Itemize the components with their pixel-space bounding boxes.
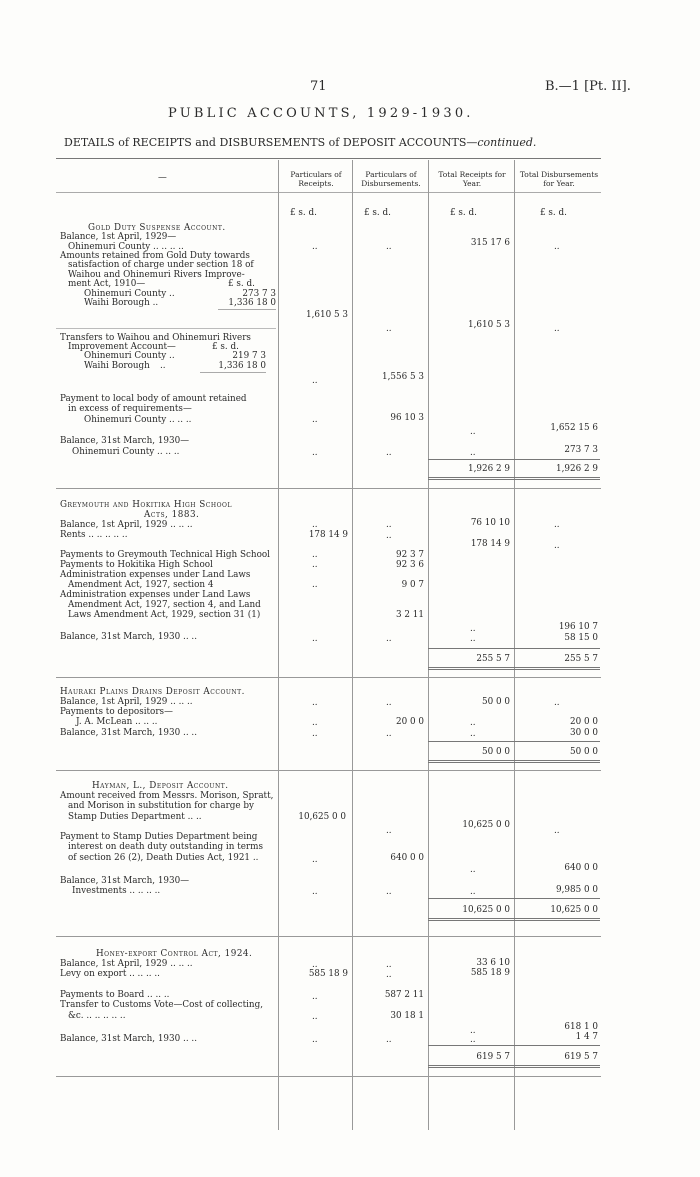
row-label: Laws Amendment Act, 1929, section 31 (1) <box>68 610 261 620</box>
dots: .. <box>470 729 476 739</box>
total-rule <box>428 648 600 649</box>
row-label: Administration expenses under Land Laws <box>60 570 251 580</box>
row-label: Waihi Borough .. <box>84 298 159 308</box>
page-title: PUBLIC ACCOUNTS, 1929-1930. <box>168 106 474 121</box>
section-separator <box>56 1076 601 1077</box>
section-heading: Hauraki Plains Drains Deposit Account. <box>60 687 245 697</box>
row-label: Amendment Act, 1927, section 4, and Land <box>68 600 261 610</box>
section-separator <box>56 677 601 678</box>
row-label: Stamp Duties Department .. .. <box>68 812 202 822</box>
dots: .. <box>470 427 476 437</box>
row-label: Amounts retained from Gold Duty towards <box>60 251 250 261</box>
row-label: Ohinemuri County .. .. .. <box>84 415 192 425</box>
dots: .. <box>312 634 318 644</box>
amount: 315 17 6 <box>470 238 510 248</box>
row-label: Balance, 31st March, 1930— <box>60 436 190 446</box>
row-label: Investments .. .. .. .. <box>72 886 161 896</box>
row-label: J. A. McLean .. .. .. <box>76 717 158 727</box>
currency-label: £ s. d. <box>450 208 477 218</box>
row-label: Ohinemuri County .. <box>84 289 175 299</box>
page-number: 71 <box>310 79 327 94</box>
section-separator <box>56 488 601 489</box>
total-disbursements: 255 5 7 <box>564 654 598 664</box>
amount: 587 2 11 <box>384 990 424 1000</box>
currency-label: £ s. d. <box>540 208 567 218</box>
amount: 1,610 5 3 <box>306 310 348 320</box>
column-header-total-receipts: Total Receipts for Year. <box>438 170 506 188</box>
table-header-rule <box>56 192 601 193</box>
dots: .. <box>386 520 392 530</box>
row-label: Ohinemuri County .. .. .. <box>72 447 180 457</box>
amount: 273 7 3 <box>564 445 598 455</box>
total-receipts: 619 5 7 <box>476 1052 510 1062</box>
row-label: Payments to depositors— <box>60 707 173 717</box>
row-label: interest on death duty outstanding in terms <box>68 842 263 852</box>
dots: .. <box>554 242 560 252</box>
dots: .. <box>470 448 476 458</box>
total-rule <box>428 1065 600 1068</box>
dots: .. <box>312 718 318 728</box>
row-label: of section 26 (2), Death Duties Act, 1921 .. <box>68 853 259 863</box>
dots: .. <box>312 887 318 897</box>
row-label: Payments to Greymouth Technical High School <box>60 550 270 560</box>
currency-label: £ s. d. <box>228 279 255 289</box>
separator <box>56 328 276 329</box>
amount: 3 2 11 <box>396 610 424 620</box>
amount: 1,610 5 3 <box>468 320 510 330</box>
row-label: Payment to local body of amount retained <box>60 394 247 404</box>
total-disbursements: 619 5 7 <box>564 1052 598 1062</box>
row-label: Balance, 31st March, 1930— <box>60 876 190 886</box>
row-label: Payments to Board .. .. .. <box>60 990 170 1000</box>
row-label: Rents .. .. .. .. .. <box>60 530 128 540</box>
dots: .. <box>470 1026 476 1036</box>
dots: .. <box>386 448 392 458</box>
dots: .. <box>470 1035 476 1045</box>
row-label: Amendment Act, 1927, section 4 <box>68 580 214 590</box>
dots: .. <box>386 729 392 739</box>
dots: .. <box>554 520 560 530</box>
dots: .. <box>160 361 166 371</box>
document-reference: B.—1 [Pt. II]. <box>545 79 631 94</box>
column-header-description: — <box>158 173 167 183</box>
row-label: Waihou and Ohinemuri Rivers Improve- <box>68 270 245 280</box>
dots: .. <box>470 865 476 875</box>
amount: 9,985 0 0 <box>556 885 598 895</box>
total-disbursements: 50 0 0 <box>570 747 598 757</box>
subtotal-rule <box>200 372 266 373</box>
row-label: ment Act, 1910— <box>68 279 146 289</box>
dots: .. <box>470 718 476 728</box>
amount: 1,556 5 3 <box>382 372 424 382</box>
dots: .. <box>470 887 476 897</box>
amount: 585 18 9 <box>308 969 348 979</box>
row-label: Transfers to Waihou and Ohinemuri Rivers <box>60 333 251 343</box>
total-rule <box>428 760 600 763</box>
row-label: Balance, 1st April, 1929 .. .. .. <box>60 697 193 707</box>
amount: 92 3 7 <box>396 550 424 560</box>
total-rule <box>428 918 600 921</box>
section-separator <box>56 936 601 937</box>
dots: .. <box>386 698 392 708</box>
row-label: Transfer to Customs Vote—Cost of collecting, <box>60 1000 264 1010</box>
dots: .. <box>312 580 318 590</box>
total-receipts: 255 5 7 <box>476 654 510 664</box>
amount: 10,625 0 0 <box>298 812 346 822</box>
amount: 50 0 0 <box>482 697 510 707</box>
row-label: Balance, 31st March, 1930 .. .. <box>60 728 198 738</box>
total-rule <box>428 1045 600 1046</box>
amount: 30 0 0 <box>570 728 598 738</box>
dots: .. <box>554 826 560 836</box>
column-divider <box>514 160 515 1130</box>
column-header-disbursements: Particulars of Disbursements. <box>361 170 421 188</box>
dots: .. <box>312 729 318 739</box>
row-label: Balance, 1st April, 1929— <box>60 232 177 242</box>
amount: 585 18 9 <box>470 968 510 978</box>
dots: .. <box>386 887 392 897</box>
amount: 640 0 0 <box>390 853 424 863</box>
row-label: Administration expenses under Land Laws <box>60 590 251 600</box>
row-label: and Morison in substitution for charge by <box>68 801 255 811</box>
table-top-rule <box>56 158 601 159</box>
amount: 33 6 10 <box>476 958 510 968</box>
dots: .. <box>312 376 318 386</box>
amount: 76 10 10 <box>470 518 510 528</box>
column-header-receipts: Particulars of Receipts. <box>290 170 342 188</box>
dots: .. <box>312 855 318 865</box>
dots: .. <box>470 624 476 634</box>
amount: 1,336 18 0 <box>218 361 266 371</box>
section-heading: Acts, 1883. <box>144 510 200 520</box>
amount: 178 14 9 <box>308 530 348 540</box>
total-rule <box>428 477 600 480</box>
dots: .. <box>312 1035 318 1045</box>
column-divider <box>278 160 279 1130</box>
amount: 96 10 3 <box>390 413 424 423</box>
section-heading: Greymouth and Hokitika High School <box>60 500 232 510</box>
amount: 20 0 0 <box>396 717 424 727</box>
dots: .. <box>312 415 318 425</box>
column-divider <box>352 160 353 1130</box>
dots: .. <box>312 520 318 530</box>
row-label: Amount received from Messrs. Morison, Spratt, <box>60 791 274 801</box>
dots: .. <box>554 698 560 708</box>
dots: .. <box>312 698 318 708</box>
amount: 9 0 7 <box>401 580 424 590</box>
amount: 1,652 15 6 <box>550 423 598 433</box>
amount: 219 7 3 <box>232 351 266 361</box>
dots: .. <box>312 992 318 1002</box>
amount: 92 3 6 <box>396 560 424 570</box>
dots: .. <box>386 1035 392 1045</box>
dots: .. <box>386 531 392 541</box>
dots: .. <box>312 448 318 458</box>
amount: 58 15 0 <box>564 633 598 643</box>
row-label: Balance, 1st April, 1929 .. .. .. <box>60 959 193 969</box>
amount: 1 4 7 <box>575 1032 598 1042</box>
total-rule <box>428 898 600 899</box>
total-rule <box>428 667 600 670</box>
currency-label: £ s. d. <box>290 208 317 218</box>
row-label: &c. .. .. .. .. .. <box>68 1011 126 1021</box>
amount: 196 10 7 <box>558 622 598 632</box>
total-disbursements: 10,625 0 0 <box>550 905 598 915</box>
amount: 30 18 1 <box>390 1011 424 1021</box>
dots: .. <box>386 826 392 836</box>
section-heading: Honey-export Control Act, 1924. <box>96 949 253 959</box>
dots: .. <box>554 541 560 551</box>
section-heading: Hayman, L., Deposit Account. <box>92 781 229 791</box>
subtotal-rule <box>218 309 276 310</box>
row-label: Balance, 1st April, 1929 .. .. .. <box>60 520 193 530</box>
dots: .. <box>312 560 318 570</box>
dots: .. <box>386 242 392 252</box>
dots: .. <box>312 1012 318 1022</box>
row-label: Waihi Borough <box>84 361 150 371</box>
row-label: Levy on export .. .. .. .. <box>60 969 160 979</box>
row-label: Balance, 31st March, 1930 .. .. <box>60 632 198 642</box>
total-receipts: 1,926 2 9 <box>468 464 510 474</box>
amount: 640 0 0 <box>564 863 598 873</box>
row-label: satisfaction of charge under section 18 of <box>68 260 254 270</box>
currency-label: £ s. d. <box>212 342 239 352</box>
dots: .. <box>386 634 392 644</box>
row-label: Balance, 31st March, 1930 .. .. <box>60 1034 198 1044</box>
row-label: in excess of requirements— <box>68 404 192 414</box>
dots: .. <box>312 242 318 252</box>
column-header-total-disbursements: Total Disbursements for Year. <box>519 170 599 188</box>
row-label: Improvement Account— <box>68 342 176 352</box>
total-receipts: 50 0 0 <box>482 747 510 757</box>
row-label: Ohinemuri County .. .. .. .. <box>68 242 184 252</box>
section-separator <box>56 770 601 771</box>
dots: .. <box>386 970 392 980</box>
dots: .. <box>386 960 392 970</box>
row-label: Payments to Hokitika High School <box>60 560 213 570</box>
row-label: Ohinemuri County .. <box>84 351 175 361</box>
total-rule <box>428 459 600 460</box>
row-label: Payment to Stamp Duties Department being <box>60 832 258 842</box>
total-rule <box>428 741 600 742</box>
dots: .. <box>470 634 476 644</box>
amount: 20 0 0 <box>570 717 598 727</box>
amount: 273 7 3 <box>242 289 276 299</box>
total-receipts: 10,625 0 0 <box>462 905 510 915</box>
column-divider <box>428 160 429 1130</box>
dots: .. <box>312 960 318 970</box>
dots: .. <box>554 324 560 334</box>
dots: .. <box>312 550 318 560</box>
currency-label: £ s. d. <box>364 208 391 218</box>
amount: 10,625 0 0 <box>462 820 510 830</box>
page-subtitle: DETAILS of RECEIPTS and DISBURSEMENTS of DEPOSIT ACCOUNTS—continued. <box>64 136 537 149</box>
amount: 1,336 18 0 <box>228 298 276 308</box>
section-heading: Gold Duty Suspense Account. <box>88 223 226 233</box>
total-disbursements: 1,926 2 9 <box>556 464 598 474</box>
amount: 178 14 9 <box>470 539 510 549</box>
amount: 618 1 0 <box>564 1022 598 1032</box>
dots: .. <box>386 324 392 334</box>
